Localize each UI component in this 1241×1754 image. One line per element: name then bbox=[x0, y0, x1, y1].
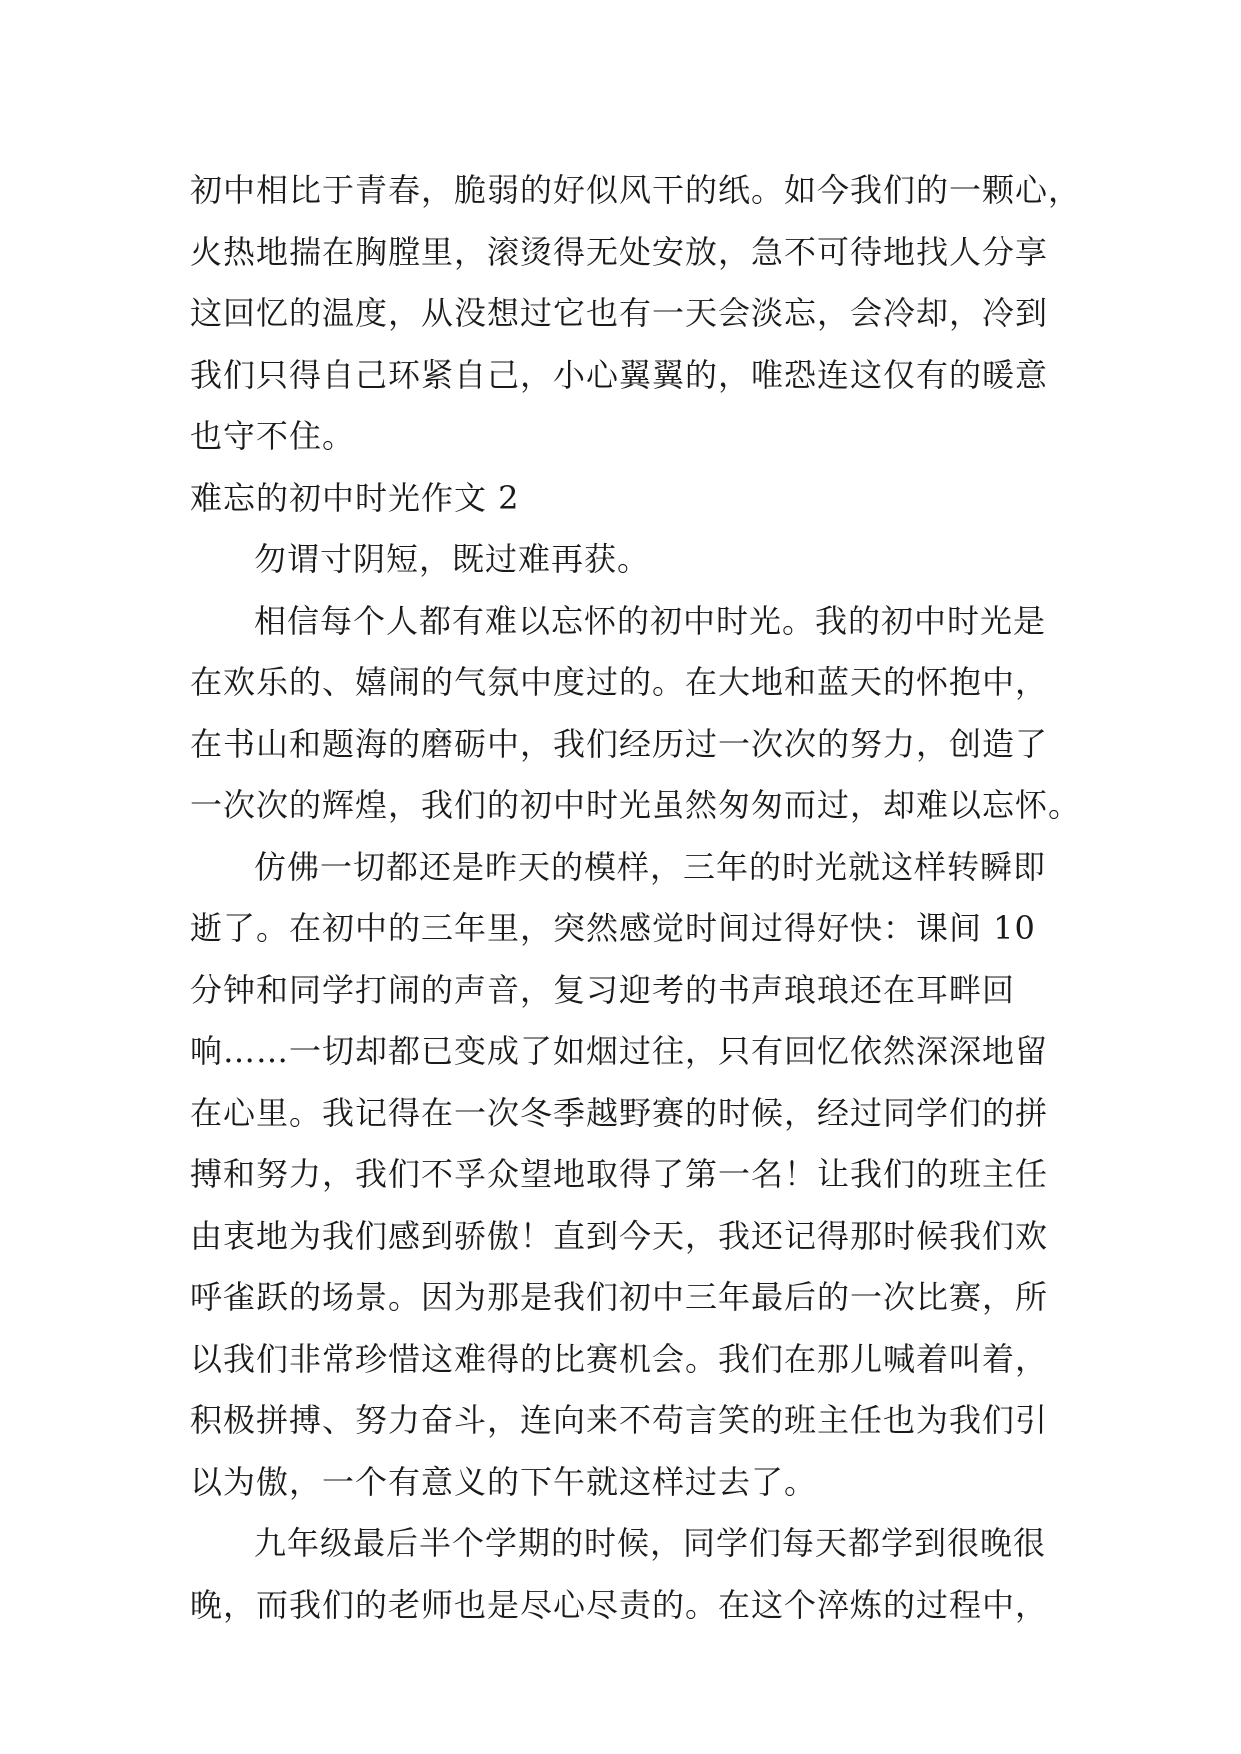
paragraph-4-line-5: 在心里。我记得在一次冬季越野赛的时候，经过同学们的拼 bbox=[190, 1093, 1049, 1132]
paragraph-3-line-1: 相信每个人都有难以忘怀的初中时光。我的初中时光是 bbox=[254, 601, 1047, 640]
paragraph-4-line-7: 由衷地为我们感到骄傲！直到今天，我还记得那时候我们欢 bbox=[190, 1216, 1049, 1255]
paragraph-5-line-1: 九年级最后半个学期的时候，同学们每天都学到很晚很 bbox=[254, 1524, 1047, 1562]
document-body bbox=[190, 160, 1082, 1636]
paragraph-4-line-8: 呼雀跃的场景。因为那是我们初中三年最后的一次比赛，所 bbox=[190, 1278, 1049, 1316]
paragraph-4-line-6: 搏和努力，我们不孚众望地取得了第一名！让我们的班主任 bbox=[190, 1155, 1049, 1193]
essay-heading: 难忘的初中时光作文 2 bbox=[190, 478, 520, 517]
paragraph-1-line-5: 也守不住。 bbox=[190, 417, 356, 455]
paragraph-3-line-4: 一次次的辉煌，我们的初中时光虽然匆匆而过，却难以忘怀。 bbox=[190, 786, 1082, 824]
paragraph-3-line-3: 在书山和题海的磨砺中，我们经历过一次次的努力，创造了 bbox=[190, 724, 1049, 763]
paragraph-4-line-2: 逝了。在初中的三年里，突然感觉时间过得好快：课间 10 bbox=[190, 909, 1036, 947]
paragraph-4-line-9: 以我们非常珍惜这难得的比赛机会。我们在那儿喊着叫着， bbox=[190, 1339, 1049, 1378]
paragraph-2-line-1: 勿谓寸阴短，既过难再获。 bbox=[254, 540, 651, 578]
paragraph-1-line-1: 初中相比于青春，脆弱的好似风干的纸。如今我们的一颗心， bbox=[190, 171, 1082, 209]
paragraph-3-line-2: 在欢乐的、嬉闹的气氛中度过的。在大地和蓝天的怀抱中， bbox=[190, 663, 1049, 701]
paragraph-4-line-3: 分钟和同学打闹的声音，复习迎考的书声琅琅还在耳畔回 bbox=[190, 970, 1016, 1009]
paragraph-4-line-1: 仿佛一切都还是昨天的模样，三年的时光就这样转瞬即 bbox=[254, 847, 1047, 886]
paragraph-1-line-4: 我们只得自己环紧自己，小心翼翼的，唯恐连这仅有的暖意 bbox=[190, 355, 1049, 394]
paragraph-1-line-3: 这回忆的温度，从没想过它也有一天会淡忘，会冷却，冷到 bbox=[190, 294, 1049, 332]
paragraph-5-line-2: 晚，而我们的老师也是尽心尽责的。在这个淬炼的过程中， bbox=[190, 1585, 1049, 1624]
paragraph-4-line-4: 响……一切却都已变成了如烟过往，只有回忆依然深深地留 bbox=[190, 1032, 1049, 1070]
paragraph-4-line-10: 积极拼搏、努力奋斗，连向来不苟言笑的班主任也为我们引 bbox=[190, 1401, 1049, 1439]
paragraph-4-line-11: 以为傲，一个有意义的下午就这样过去了。 bbox=[190, 1462, 818, 1501]
paragraph-1-line-2: 火热地揣在胸膛里，滚烫得无处安放，急不可待地找人分享 bbox=[190, 232, 1049, 271]
